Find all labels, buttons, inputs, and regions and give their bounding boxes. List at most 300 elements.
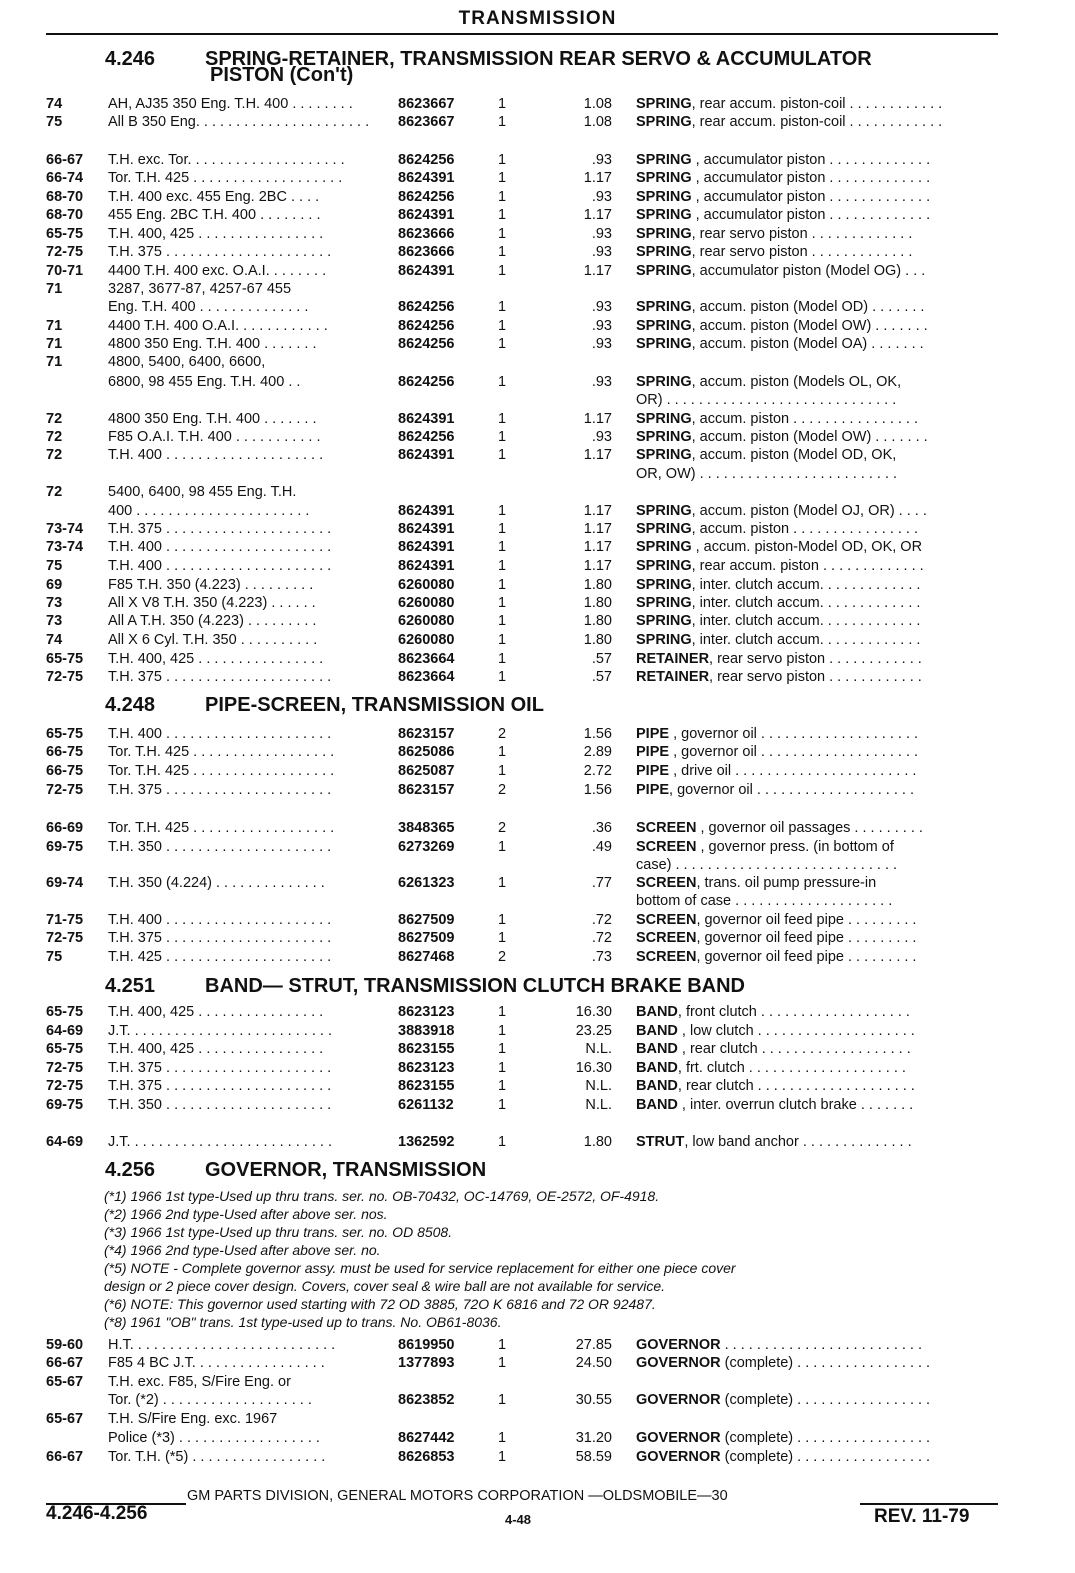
part-number: 8623155 xyxy=(398,1041,455,1057)
description xyxy=(636,838,998,856)
description xyxy=(636,262,998,280)
application: T.H. 350 . . . . . . . . . . . . . . . . . . . . . xyxy=(108,1097,332,1113)
part-row xyxy=(0,1373,1075,1391)
quantity: 1 xyxy=(498,336,507,352)
quantity: 1 xyxy=(498,744,507,760)
part-row xyxy=(0,576,1075,594)
part-row xyxy=(0,819,1075,837)
application: F85 4 BC J.T. . . . . . . . . . . . . . . . . xyxy=(108,1355,325,1371)
part-row xyxy=(0,594,1075,612)
model-years: 72-75 xyxy=(46,669,84,685)
model-years: 73-74 xyxy=(46,539,84,555)
part-name: SPRING xyxy=(636,207,692,223)
description xyxy=(636,206,998,224)
part-name: SPRING xyxy=(636,577,692,593)
section-heading-4-248: 4.248 PIPE-SCREEN, TRANSMISSION OIL xyxy=(105,694,544,716)
part-name: SPRING xyxy=(636,114,692,130)
quantity: 1 xyxy=(498,1078,507,1094)
price: .73 xyxy=(591,949,612,965)
price: 1.80 xyxy=(583,613,612,629)
price: 24.50 xyxy=(575,1355,612,1371)
part-number: 8624391 xyxy=(398,207,455,223)
part-detail: , governor oil . . . . . . . . . . . . . . . . . . . . xyxy=(669,782,915,798)
application: T.H. 425 . . . . . . . . . . . . . . . . . . . . . xyxy=(108,949,332,965)
part-name: PIPE xyxy=(636,763,670,779)
part-row xyxy=(0,1429,1075,1447)
application: T.H. 400, 425 . . . . . . . . . . . . . . . . xyxy=(108,226,324,242)
description xyxy=(636,1354,998,1372)
part-name: SCREEN xyxy=(636,930,697,946)
part-number: 8624391 xyxy=(398,170,455,186)
model-years: 59-60 xyxy=(46,1337,84,1353)
description xyxy=(636,465,998,483)
price: 1.17 xyxy=(583,411,612,427)
description xyxy=(636,1429,998,1447)
part-detail: , rear servo piston . . . . . . . . . . . . xyxy=(709,669,922,685)
part-name: GOVERNOR xyxy=(636,1449,721,1465)
price: .93 xyxy=(591,299,612,315)
part-detail: , rear accum. piston-coil . . . . . . . . . . . . xyxy=(691,114,943,130)
part-detail: , accumulator piston . . . . . . . . . . . . . xyxy=(691,152,931,168)
price: N.L. xyxy=(585,1041,612,1057)
quantity: 1 xyxy=(498,226,507,242)
model-years: 69-74 xyxy=(46,875,84,891)
application: J.T. . . . . . . . . . . . . . . . . . . . . . . . . . xyxy=(108,1023,332,1039)
application: 4800, 5400, 6400, 6600, xyxy=(108,354,266,370)
part-name: SPRING xyxy=(636,318,692,334)
application: Tor. T.H. 425 . . . . . . . . . . . . . . . . . . xyxy=(108,820,335,836)
price: 1.17 xyxy=(583,447,612,463)
part-detail: , rear accum. piston-coil . . . . . . . . . . . . xyxy=(691,96,943,112)
part-detail: , inter. clutch accum. . . . . . . . . . . . . xyxy=(691,613,921,629)
part-number: 8624256 xyxy=(398,374,455,390)
price: 1.56 xyxy=(583,782,612,798)
part-detail: , accum. piston (Model OD, OK, xyxy=(691,447,897,463)
part-detail: , accum. piston (Model OA) . . . . . . . xyxy=(691,336,924,352)
description xyxy=(636,612,998,630)
footnote: (*4) 1966 2nd type-Used after above ser. no. xyxy=(104,1242,381,1258)
part-row xyxy=(0,1022,1075,1040)
price: 1.17 xyxy=(583,263,612,279)
part-row xyxy=(0,335,1075,353)
part-name: STRUT xyxy=(636,1134,685,1150)
part-detail: , rear servo piston . . . . . . . . . . . . . xyxy=(691,226,913,242)
part-number: 8626853 xyxy=(398,1449,455,1465)
model-years: 71-75 xyxy=(46,912,84,928)
model-years: 66-69 xyxy=(46,820,84,836)
quantity: 2 xyxy=(498,949,507,965)
part-name: GOVERNOR xyxy=(636,1392,721,1408)
part-number: 8623123 xyxy=(398,1060,455,1076)
footnote: (*3) 1966 1st type-Used up thru trans. ser. no. OD 8508. xyxy=(104,1224,453,1240)
description xyxy=(636,1133,998,1151)
price: .77 xyxy=(591,875,612,891)
model-years: 66-75 xyxy=(46,744,84,760)
application: H.T. . . . . . . . . . . . . . . . . . . . . . . . . . xyxy=(108,1337,336,1353)
description xyxy=(636,410,998,428)
part-name: SPRING xyxy=(636,447,692,463)
part-name: GOVERNOR xyxy=(636,1430,721,1446)
description xyxy=(636,446,998,464)
part-number: 8624256 xyxy=(398,299,455,315)
description xyxy=(636,594,998,612)
model-years: 65-67 xyxy=(46,1411,84,1427)
part-name: SPRING xyxy=(636,632,692,648)
description xyxy=(636,113,998,131)
quantity: 1 xyxy=(498,1430,507,1446)
model-years: 73 xyxy=(46,595,63,611)
part-name: SPRING xyxy=(636,503,692,519)
price: 1.17 xyxy=(583,503,612,519)
part-name: SPRING xyxy=(636,263,692,279)
quantity: 1 xyxy=(498,1337,507,1353)
part-row xyxy=(0,631,1075,649)
application: 4400 T.H. 400 O.A.I. . . . . . . . . . . . xyxy=(108,318,328,334)
part-number: 8624256 xyxy=(398,152,455,168)
part-row xyxy=(0,502,1075,520)
model-years: 73-74 xyxy=(46,521,84,537)
quantity: 1 xyxy=(498,613,507,629)
part-detail: , governor oil feed pipe . . . . . . . . . xyxy=(696,912,917,928)
model-years: 72 xyxy=(46,447,63,463)
price: 1.17 xyxy=(583,207,612,223)
description xyxy=(636,1391,998,1409)
application: Tor. T.H. 425 . . . . . . . . . . . . . . . . . . xyxy=(108,763,335,779)
application: Tor. (*2) . . . . . . . . . . . . . . . . . . . xyxy=(108,1392,312,1408)
price: 1.80 xyxy=(583,595,612,611)
quantity: 1 xyxy=(498,1060,507,1076)
part-row xyxy=(0,1410,1075,1428)
part-name: SPRING xyxy=(636,299,692,315)
model-years: 72 xyxy=(46,484,63,500)
part-name: SPRING xyxy=(636,244,692,260)
part-number: 8619950 xyxy=(398,1337,455,1353)
part-number: 8624391 xyxy=(398,447,455,463)
quantity: 1 xyxy=(498,114,507,130)
part-detail: , low band anchor . . . . . . . . . . . . . . xyxy=(684,1134,912,1150)
part-name: SPRING xyxy=(636,558,692,574)
part-detail: OR, OW) . . . . . . . . . . . . . . . . . . . . . . . . . xyxy=(636,466,898,482)
part-detail: , accum. piston . . . . . . . . . . . . . . . . xyxy=(691,411,919,427)
part-name: PIPE xyxy=(636,782,670,798)
part-number: 6261323 xyxy=(398,875,455,891)
model-years: 65-75 xyxy=(46,1004,84,1020)
quantity: 1 xyxy=(498,189,507,205)
model-years: 65-67 xyxy=(46,1374,84,1390)
part-detail: , frt. clutch . . . . . . . . . . . . . . . . . . . . xyxy=(677,1060,906,1076)
part-row xyxy=(0,762,1075,780)
part-row xyxy=(0,781,1075,799)
description xyxy=(636,1040,998,1058)
part-row xyxy=(0,948,1075,966)
application: T.H. 400 . . . . . . . . . . . . . . . . . . . . . xyxy=(108,726,332,742)
part-name: SCREEN xyxy=(636,820,697,836)
quantity: 1 xyxy=(498,207,507,223)
part-row xyxy=(0,280,1075,298)
model-years: 66-67 xyxy=(46,152,84,168)
quantity: 1 xyxy=(498,503,507,519)
part-row xyxy=(0,874,1075,892)
footnote: design or 2 piece cover design. Covers, cover seal & wire ball are not available for service. xyxy=(104,1278,666,1294)
model-years: 69 xyxy=(46,577,63,593)
price: 1.80 xyxy=(583,577,612,593)
part-row xyxy=(0,1077,1075,1095)
application: All X V8 T.H. 350 (4.223) . . . . . . xyxy=(108,595,316,611)
part-row xyxy=(0,353,1075,371)
price: .93 xyxy=(591,336,612,352)
quantity: 1 xyxy=(498,577,507,593)
part-number: 8623123 xyxy=(398,1004,455,1020)
application: T.H. 375 . . . . . . . . . . . . . . . . . . . . . xyxy=(108,669,332,685)
description xyxy=(636,335,998,353)
footnote: (*1) 1966 1st type-Used up thru trans. ser. no. OB-70432, OC-14769, OE-2572, OF-4918. xyxy=(104,1188,660,1204)
quantity: 1 xyxy=(498,429,507,445)
price: .72 xyxy=(591,930,612,946)
part-detail: , rear servo piston . . . . . . . . . . . . xyxy=(709,651,922,667)
part-row xyxy=(0,650,1075,668)
page-title: TRANSMISSION xyxy=(458,8,617,29)
quantity: 1 xyxy=(498,595,507,611)
section-heading-4-246-cont: PISTON (Con't) xyxy=(210,64,354,86)
description xyxy=(636,948,998,966)
price: 30.55 xyxy=(575,1392,612,1408)
part-number: 8624391 xyxy=(398,539,455,555)
description xyxy=(636,1336,998,1354)
model-years: 72 xyxy=(46,429,63,445)
part-row xyxy=(0,373,1075,391)
price: 1.17 xyxy=(583,539,612,555)
description xyxy=(636,631,998,649)
part-row xyxy=(0,113,1075,131)
part-number: 8624256 xyxy=(398,336,455,352)
application: 6800, 98 455 Eng. T.H. 400 . . xyxy=(108,374,301,390)
quantity: 1 xyxy=(498,875,507,891)
footer-rule-right xyxy=(860,1503,998,1505)
part-name: BAND xyxy=(636,1041,678,1057)
part-row xyxy=(0,483,1075,501)
part-number: 6273269 xyxy=(398,839,455,855)
application: Tor. T.H. 425 . . . . . . . . . . . . . . . . . . xyxy=(108,744,335,760)
description xyxy=(636,650,998,668)
part-number: 8623664 xyxy=(398,669,455,685)
part-detail: , inter. clutch accum. . . . . . . . . . . . . xyxy=(691,595,921,611)
quantity: 1 xyxy=(498,170,507,186)
price: .57 xyxy=(591,651,612,667)
price: .93 xyxy=(591,429,612,445)
part-name: BAND xyxy=(636,1078,678,1094)
part-row xyxy=(0,892,1075,910)
part-row xyxy=(0,410,1075,428)
part-row xyxy=(0,520,1075,538)
application: 455 Eng. 2BC T.H. 400 . . . . . . . . xyxy=(108,207,321,223)
quantity: 1 xyxy=(498,558,507,574)
part-name: SPRING xyxy=(636,226,692,242)
price: 27.85 xyxy=(575,1337,612,1353)
part-name: RETAINER xyxy=(636,669,710,685)
application: 4800 350 Eng. T.H. 400 . . . . . . . xyxy=(108,336,317,352)
description xyxy=(636,225,998,243)
footer-range: 4.246-4.256 xyxy=(46,1503,148,1524)
top-rule xyxy=(46,33,998,35)
model-years: 72 xyxy=(46,411,63,427)
part-row xyxy=(0,95,1075,113)
part-detail: , front clutch . . . . . . . . . . . . . . . . . . . xyxy=(677,1004,910,1020)
quantity: 1 xyxy=(498,96,507,112)
quantity: 1 xyxy=(498,263,507,279)
application: F85 O.A.I. T.H. 400 . . . . . . . . . . . xyxy=(108,429,321,445)
price: 1.17 xyxy=(583,521,612,537)
part-detail: , accumulator piston . . . . . . . . . . . . . xyxy=(691,207,931,223)
part-row xyxy=(0,1003,1075,1021)
part-row xyxy=(0,262,1075,280)
application: T.H. 375 . . . . . . . . . . . . . . . . . . . . . xyxy=(108,521,332,537)
price: .93 xyxy=(591,244,612,260)
model-years: 65-75 xyxy=(46,226,84,242)
description xyxy=(636,391,998,409)
part-name: SCREEN xyxy=(636,949,697,965)
part-number: 6260080 xyxy=(398,632,455,648)
quantity: 1 xyxy=(498,1004,507,1020)
model-years: 72-75 xyxy=(46,1078,84,1094)
part-number: 1362592 xyxy=(398,1134,455,1150)
model-years: 75 xyxy=(46,114,63,130)
quantity: 1 xyxy=(498,912,507,928)
application: T.H. 350 . . . . . . . . . . . . . . . . . . . . . xyxy=(108,839,332,855)
application: Tor. T.H. 425 . . . . . . . . . . . . . . . . . . . xyxy=(108,170,343,186)
application: All X 6 Cyl. T.H. 350 . . . . . . . . . . xyxy=(108,632,318,648)
part-row xyxy=(0,911,1075,929)
part-number: 8624256 xyxy=(398,189,455,205)
quantity: 1 xyxy=(498,521,507,537)
part-detail: , accum. piston-Model OD, OK, OR xyxy=(691,539,923,555)
quantity: 1 xyxy=(498,539,507,555)
part-number: 8624256 xyxy=(398,318,455,334)
description xyxy=(636,911,998,929)
model-years: 72-75 xyxy=(46,930,84,946)
part-row xyxy=(0,557,1075,575)
application: 3287, 3677-87, 4257-67 455 xyxy=(108,281,292,297)
application: T.H. 400, 425 . . . . . . . . . . . . . . . . xyxy=(108,1004,324,1020)
application: T.H. 375 . . . . . . . . . . . . . . . . . . . . . xyxy=(108,782,332,798)
part-row xyxy=(0,169,1075,187)
price: N.L. xyxy=(585,1097,612,1113)
quantity: 1 xyxy=(498,1134,507,1150)
quantity: 1 xyxy=(498,763,507,779)
quantity: 1 xyxy=(498,839,507,855)
application: T.H. 375 . . . . . . . . . . . . . . . . . . . . . xyxy=(108,1060,332,1076)
section-heading-4-246: 4.246 SPRING-RETAINER, TRANSMISSION REAR SERVO & ACCUMULATOR xyxy=(105,48,872,70)
part-number: 8623666 xyxy=(398,226,455,242)
part-number: 8627442 xyxy=(398,1430,455,1446)
footnote: (*2) 1966 2nd type-Used after above ser. nos. xyxy=(104,1206,388,1222)
application: Eng. T.H. 400 . . . . . . . . . . . . . . xyxy=(108,299,309,315)
application: T.H. 400, 425 . . . . . . . . . . . . . . . . xyxy=(108,651,324,667)
section-heading-4-251: 4.251 BAND— STRUT, TRANSMISSION CLUTCH BRAKE BAND xyxy=(105,975,745,997)
part-number: 8624391 xyxy=(398,521,455,537)
model-years: 75 xyxy=(46,949,63,965)
part-detail: , accumulator piston (Model OG) . . . xyxy=(691,263,926,279)
part-detail: , accumulator piston . . . . . . . . . . . . . xyxy=(691,189,931,205)
application: T.H. 400, 425 . . . . . . . . . . . . . . . . xyxy=(108,1041,324,1057)
part-name: BAND xyxy=(636,1004,678,1020)
part-name: BAND xyxy=(636,1060,678,1076)
part-row xyxy=(0,612,1075,630)
price: .93 xyxy=(591,318,612,334)
model-years: 73 xyxy=(46,613,63,629)
application: T.H. exc. Tor. . . . . . . . . . . . . . . . . . . . xyxy=(108,152,345,168)
description xyxy=(636,929,998,947)
price: 16.30 xyxy=(575,1004,612,1020)
price: 1.17 xyxy=(583,558,612,574)
part-name: BAND xyxy=(636,1097,678,1113)
application: T.H. 400 . . . . . . . . . . . . . . . . . . . . . xyxy=(108,558,332,574)
quantity: 1 xyxy=(498,651,507,667)
description xyxy=(636,1059,998,1077)
description xyxy=(636,520,998,538)
part-row xyxy=(0,225,1075,243)
description xyxy=(636,743,998,761)
price: 31.20 xyxy=(575,1430,612,1446)
model-years: 64-69 xyxy=(46,1023,84,1039)
part-row xyxy=(0,188,1075,206)
price: 1.56 xyxy=(583,726,612,742)
price: .36 xyxy=(591,820,612,836)
model-years: 66-75 xyxy=(46,763,84,779)
part-row xyxy=(0,465,1075,483)
application: T.H. 400 . . . . . . . . . . . . . . . . . . . . xyxy=(108,447,324,463)
part-row xyxy=(0,1059,1075,1077)
model-years: 66-67 xyxy=(46,1355,84,1371)
part-row xyxy=(0,243,1075,261)
model-years: 74 xyxy=(46,632,63,648)
part-number: 8627468 xyxy=(398,949,455,965)
model-years: 71 xyxy=(46,318,63,334)
part-name: SCREEN xyxy=(636,912,697,928)
part-row xyxy=(0,538,1075,556)
quantity: 2 xyxy=(498,820,507,836)
price: 1.80 xyxy=(583,1134,612,1150)
description xyxy=(636,502,998,520)
part-name: PIPE xyxy=(636,726,670,742)
part-name: SCREEN xyxy=(636,875,697,891)
description xyxy=(636,428,998,446)
description xyxy=(636,892,998,910)
model-years: 69-75 xyxy=(46,1097,84,1113)
part-number: 6261132 xyxy=(398,1097,454,1113)
part-row xyxy=(0,1040,1075,1058)
price: .57 xyxy=(591,669,612,685)
part-number: 8623667 xyxy=(398,96,455,112)
quantity: 1 xyxy=(498,244,507,260)
description xyxy=(636,1448,998,1466)
description xyxy=(636,538,998,556)
part-number: 6260080 xyxy=(398,613,455,629)
part-detail: , governor oil feed pipe . . . . . . . . . xyxy=(696,949,917,965)
part-row xyxy=(0,1354,1075,1372)
description xyxy=(636,856,998,874)
model-years: 72-75 xyxy=(46,1060,84,1076)
part-detail: , inter. clutch accum. . . . . . . . . . . . . xyxy=(691,632,921,648)
price: 2.72 xyxy=(583,763,612,779)
part-row xyxy=(0,446,1075,464)
part-number: 6260080 xyxy=(398,595,455,611)
part-number: 3848365 xyxy=(398,820,455,836)
part-detail: , accum. piston . . . . . . . . . . . . . . . . xyxy=(691,521,919,537)
model-years: 74 xyxy=(46,96,63,112)
part-row xyxy=(0,298,1075,316)
price: .49 xyxy=(591,839,612,855)
part-name: BAND xyxy=(636,1023,678,1039)
